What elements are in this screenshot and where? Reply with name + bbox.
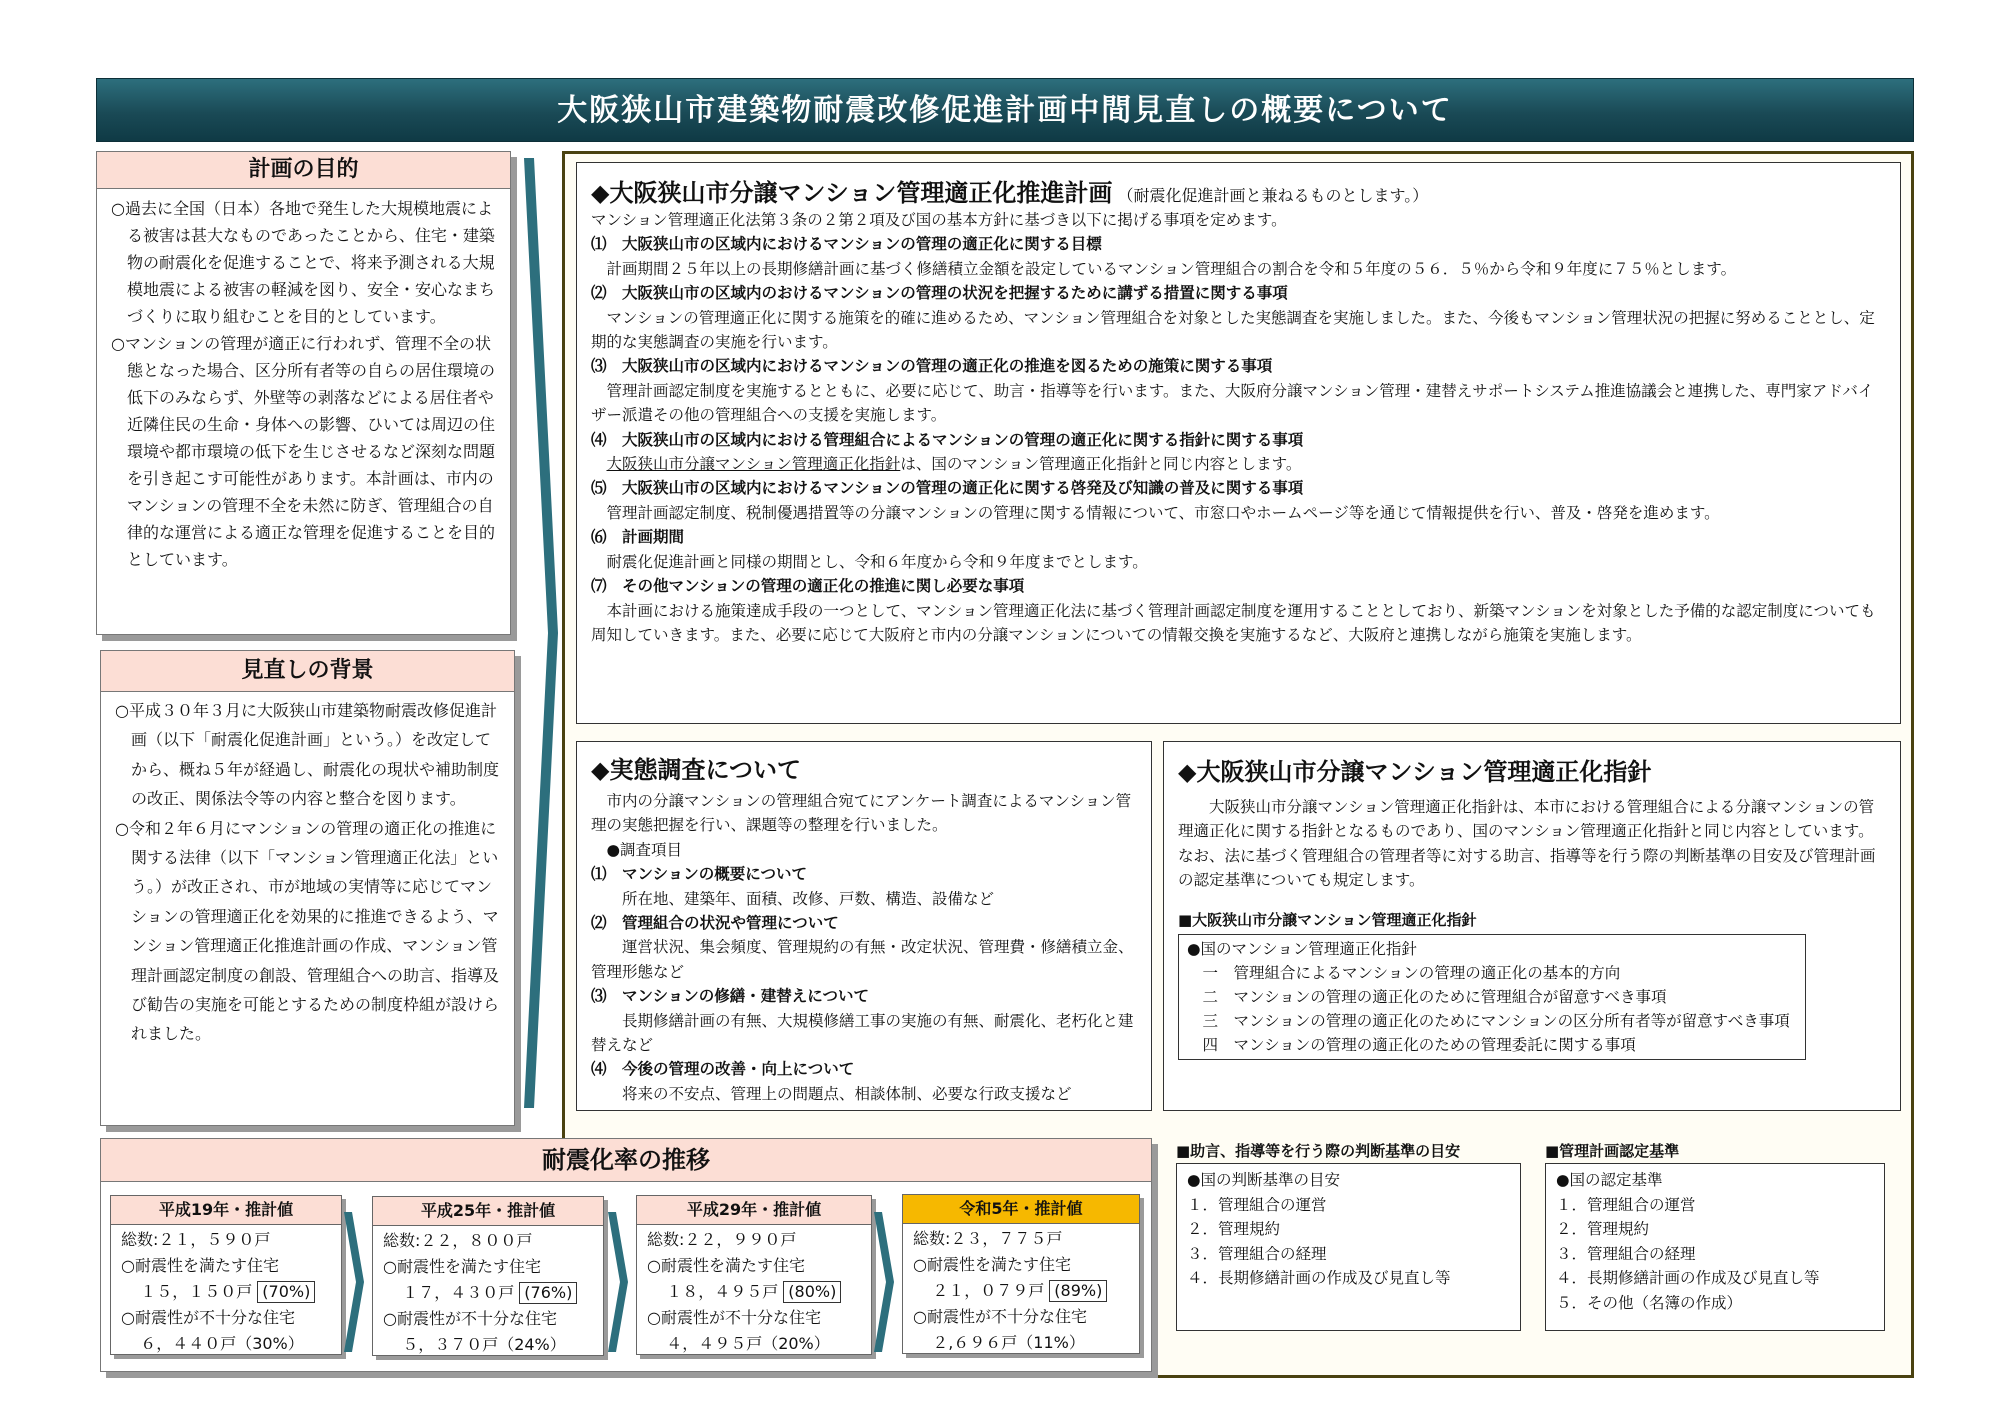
arrow-right-icon (874, 1212, 896, 1352)
arrow-right-icon (344, 1212, 366, 1352)
guideline-sub2-head: ●国の判断基準の目安 (1187, 1171, 1341, 1189)
stat-4-label: 令和5年・推計値 (903, 1195, 1139, 1224)
guideline-sub1-item-3: 三 マンションの管理の適正化のためにマンションの区分所有者等が留意すべき事項 (1202, 1011, 1790, 1030)
guideline-sub3-item-4: ４．長期修繕計画の作成及び見直し等 (1556, 1269, 1820, 1288)
background-para-2: ○令和２年６月にマンションの管理の適正化の推進に関する法律（以下「マンション管理適正化法」という。）が改正され、市が地域の実情等に応じてマンションの管理適正化を効果的に推進できるよう、マンション管理適正化推進計画の作成、マンション管理計画認定制度の創設、管理組合への助言、指導及び勧告の実施を可能とするための制度枠組が設けられました。 (115, 818, 500, 1044)
plan-item-3-body: 管理計画認定制度を実施するとともに、必要に応じて、助言・指導等を行います。また、大阪府分譲マンション管理・建替えサポートシステム推進協議会と連携した、専門家アドバイザー派遣その他の管理組合への支援を実施します。 (591, 381, 1874, 425)
stat-2-ok-count: １７，４３０戸 (402, 1283, 515, 1302)
stat-2-label: 平成25年・推計値 (373, 1197, 603, 1226)
plan-item-6-head: ⑹ 計画期間 (591, 528, 685, 547)
guideline-sub3-item-3: ３．管理組合の経理 (1556, 1244, 1696, 1263)
stat-1-ng-label: ○耐震性が不十分な住宅 (121, 1308, 295, 1327)
stat-4-ok-label: ○耐震性を満たす住宅 (913, 1255, 1071, 1274)
survey-item-2-body: 運営状況、集会頻度、管理規約の有無・改定状況、管理費・修繕積立金、管理形態など (591, 938, 1134, 981)
stat-card-4 (902, 1194, 1140, 1354)
plan-item-1-head: ⑴ 大阪狭山市の区域内におけるマンションの管理の適正化に関する目標 (591, 235, 1102, 254)
stat-1-ok-pct: (70%) (257, 1281, 315, 1303)
guideline-sub3-list (1545, 1163, 1885, 1331)
plan-item-4-link: 大阪狭山市分譲マンション管理適正化指針 (606, 455, 901, 474)
guideline-sub2-item-3: ３．管理組合の経理 (1187, 1244, 1327, 1263)
stat-1-ng-value: ６，４４０戸（30%） (140, 1334, 304, 1353)
survey-intro: 市内の分譲マンションの管理組合宛てにアンケート調査によるマンション管理の実態把握を行い、課題等の整理を行いました。 (591, 792, 1132, 835)
purpose-para-1: ○過去に全国（日本）各地で発生した大規模地震による被害は甚大なものであったことから、住宅・建築物の耐震化を促進することで、将来予測される大規模地震による被害の軽減を図り、安全・安心なまちづくりに取り組むことを目的としています。 (111, 199, 496, 326)
guideline-sub1-head: ●国のマンション管理適正化指針 (1187, 939, 1417, 958)
guideline-title: ◆大阪狭山市分譲マンション管理適正化指針 (1178, 758, 1652, 786)
plan-item-5-head: ⑸ 大阪狭山市の区域内におけるマンションの管理の適正化に関する啓発及び知識の普及に関する事項 (591, 479, 1304, 498)
survey-items-label: ●調査項目 (606, 840, 683, 859)
guideline-sub1-item-4: 四 マンションの管理の適正化のための管理委託に関する事項 (1202, 1035, 1636, 1054)
guideline-sub3-item-2: ２．管理規約 (1556, 1220, 1650, 1239)
plan-item-1-body: 計画期間２５年以上の長期修繕計画に基づく修繕積立金額を設定しているマンション管理組合の割合を令和５年度の５６．５％から令和９年度に７５％とします。 (606, 259, 1737, 278)
stat-3-ng-label: ○耐震性が不十分な住宅 (647, 1308, 821, 1327)
background-para-1: ○平成３０年３月に大阪狭山市建築物耐震改修促進計画（以下「耐震化促進計画」という。）を改定してから、概ね５年が経過し、耐震化の現状や補助制度の改正、関係法令等の内容と整合を図ります。 (115, 701, 500, 809)
guideline-sub2-item-1: １．管理組合の運営 (1187, 1195, 1327, 1214)
stat-4-ok-pct: (89%) (1049, 1280, 1107, 1302)
plan-item-2-body: マンションの管理適正化に関する施策を的確に進めるため、マンション管理組合を対象とした実態調査を実施しました。また、今後もマンション管理状況の把握に努めることとし、定期的な実態調査の実施を行います。 (591, 308, 1875, 352)
survey-item-4-body: 将来の不安点、管理上の問題点、相談体制、必要な行政支援など (622, 1084, 1072, 1103)
arrow-right-icon (524, 158, 560, 1108)
guideline-box (1163, 741, 1901, 1111)
guideline-sub1-item-1: 一 管理組合によるマンションの管理の適正化の基本的方向 (1202, 963, 1621, 982)
guideline-sub2-list (1176, 1163, 1521, 1331)
guideline-sub3-title-text: ■管理計画認定基準 (1545, 1142, 1680, 1160)
guideline-sub3-title (1545, 1140, 1679, 1161)
stat-1-label: 平成19年・推計値 (111, 1196, 341, 1225)
purpose-heading: 計画の目的 (97, 152, 510, 189)
plan-box (576, 162, 1901, 724)
guideline-sub2-item-2: ２．管理規約 (1187, 1220, 1281, 1239)
survey-item-2-head: ⑵ 管理組合の状況や管理について (591, 914, 839, 933)
survey-item-3-body: 長期修繕計画の有無、大規模修繕工事の実施の有無、耐震化、老朽化と建替えなど (591, 1011, 1134, 1055)
plan-item-4-body: は、国のマンション管理適正化指針と同じ内容とします。 (900, 455, 1302, 474)
plan-item-5-body: 管理計画認定制度、税制優遇措置等の分譲マンションの管理に関する情報について、市窓口やホームページ等を通じて情報提供を行い、普及・啓発を進めます。 (606, 503, 1720, 522)
page-title: 大阪狭山市建築物耐震改修促進計画中間見直しの概要について (96, 78, 1914, 142)
stat-3-total: 総数:２２，９９０戸 (647, 1230, 797, 1249)
survey-box (576, 741, 1152, 1111)
background-box (100, 650, 515, 1126)
guideline-intro: 大阪狭山市分譲マンション管理適正化指針は、本市における管理組合による分譲マンションの管理適正化に関する指針となるものであり、国のマンション管理適正化指針と同じ内容としています。なお、法に基づく管理組合の管理者等に対する助言、指導等を行う際の判断基準の目安及び管理計画の認定基準についても規定します。 (1178, 798, 1876, 890)
guideline-sub3-head: ●国の認定基準 (1556, 1171, 1663, 1189)
survey-item-4-head: ⑷ 今後の管理の改善・向上について (591, 1060, 855, 1079)
stat-card-3 (636, 1195, 872, 1355)
guideline-sub1-item-2: 二 マンションの管理の適正化のために管理組合が留意すべき事項 (1202, 987, 1667, 1006)
survey-title: ◆実態調査について (591, 756, 801, 784)
survey-item-1-head: ⑴ マンションの概要について (591, 865, 807, 884)
plan-title: ◆大阪狭山市分譲マンション管理適正化推進計画 (591, 179, 1113, 207)
guideline-sub2-title-text: ■助言、指導等を行う際の判断基準の目安 (1176, 1142, 1461, 1160)
guideline-sub1-title: ■大阪狭山市分譲マンション管理適正化指針 (1178, 910, 1477, 929)
stat-1-total: 総数:２１，５９０戸 (121, 1230, 271, 1249)
plan-item-6-body: 耐震化促進計画と同様の期間とし、令和６年度から令和９年度までとします。 (606, 552, 1148, 571)
stat-3-ok-label: ○耐震性を満たす住宅 (647, 1256, 805, 1275)
stat-2-ng-value: ５，３７０戸（24%） (402, 1335, 566, 1354)
purpose-para-2: ○マンションの管理が適正に行われず、管理不全の状態となった場合、区分所有者等の自らの居住環境の低下のみならず、外壁等の剥落などによる居住者や近隣住民の生命・身体への影響、ひいては周辺の住環境や都市環境の低下を生じさせるなど深刻な問題を引き起こす可能性があります。本計画は、市内のマンションの管理不全を未然に防ぎ、管理組合の自律的な運営による適正な管理を促進することを目的としています。 (111, 334, 496, 569)
arrow-right-icon (608, 1212, 630, 1352)
plan-intro: マンション管理適正化法第３条の２第２項及び国の基本方針に基づき以下に掲げる事項を定めます。 (591, 211, 1287, 229)
plan-note: （耐震化促進計画と兼ねるものとします。） (1117, 186, 1429, 205)
stat-3-ok-count: １８，４９５戸 (666, 1282, 779, 1301)
stat-4-ng-value: ２,６９６戸（11%） (932, 1333, 1085, 1352)
stat-2-ok-label: ○耐震性を満たす住宅 (383, 1257, 541, 1276)
guideline-sub3-item-5: ５．その他（名簿の作成） (1556, 1293, 1743, 1312)
purpose-box (96, 151, 511, 635)
stat-1-ok-label: ○耐震性を満たす住宅 (121, 1256, 279, 1275)
survey-item-3-head: ⑶ マンションの修繕・建替えについて (591, 987, 869, 1006)
guideline-sub1-list (1178, 934, 1806, 1060)
plan-item-3-head: ⑶ 大阪狭山市の区域内におけるマンションの管理の適正化の推進を図るための施策に関する事項 (591, 357, 1273, 376)
stat-1-ok-count: １５，１５０戸 (140, 1282, 253, 1301)
survey-item-1-body: 所在地、建築年、面積、改修、戸数、構造、設備など (622, 889, 995, 908)
plan-item-2-head: ⑵ 大阪狭山市の区域内のおけるマンションの管理の状況を把握するために講ずる措置に関する事項 (591, 284, 1288, 303)
stat-4-total: 総数:２３，７７５戸 (913, 1229, 1063, 1248)
stat-3-label: 平成29年・推計値 (637, 1196, 871, 1225)
stat-2-total: 総数:２２，８００戸 (383, 1231, 533, 1250)
plan-item-7-body: 本計画における施策達成手段の一つとして、マンション管理適正化法に基づく管理計画認定制度を運用することとしており、新築マンションを対象とした予備的な認定制度についても周知していきます。また、必要に応じて大阪府と市内の分譲マンションについての情報交換を実施するなど、大阪府と連携しながら施策を実施します。 (591, 601, 1876, 644)
guideline-sub2-item-4: ４．長期修繕計画の作成及び見直し等 (1187, 1269, 1451, 1288)
stat-4-ng-label: ○耐震性が不十分な住宅 (913, 1307, 1087, 1326)
stat-3-ng-value: ４，４９５戸（20%） (666, 1334, 830, 1353)
stat-2-ng-label: ○耐震性が不十分な住宅 (383, 1309, 557, 1328)
plan-item-4-head: ⑷ 大阪狭山市の区域内における管理組合によるマンションの管理の適正化に関する指針に関する事項 (591, 430, 1304, 449)
plan-item-7-head: ⑺ その他マンションの管理の適正化の推進に関し必要な事項 (591, 577, 1025, 596)
stat-3-ok-pct: (80%) (783, 1281, 841, 1303)
stat-2-ok-pct: (76%) (519, 1282, 577, 1304)
background-heading: 見直しの背景 (101, 651, 514, 692)
transition-heading: 耐震化率の推移 (101, 1139, 1151, 1182)
stat-4-ok-count: ２１，０７９戸 (932, 1281, 1045, 1300)
guideline-sub2-title (1176, 1140, 1460, 1161)
stat-card-1 (110, 1195, 342, 1355)
stat-card-2 (372, 1196, 604, 1356)
guideline-sub3-item-1: １．管理組合の運営 (1556, 1195, 1696, 1214)
